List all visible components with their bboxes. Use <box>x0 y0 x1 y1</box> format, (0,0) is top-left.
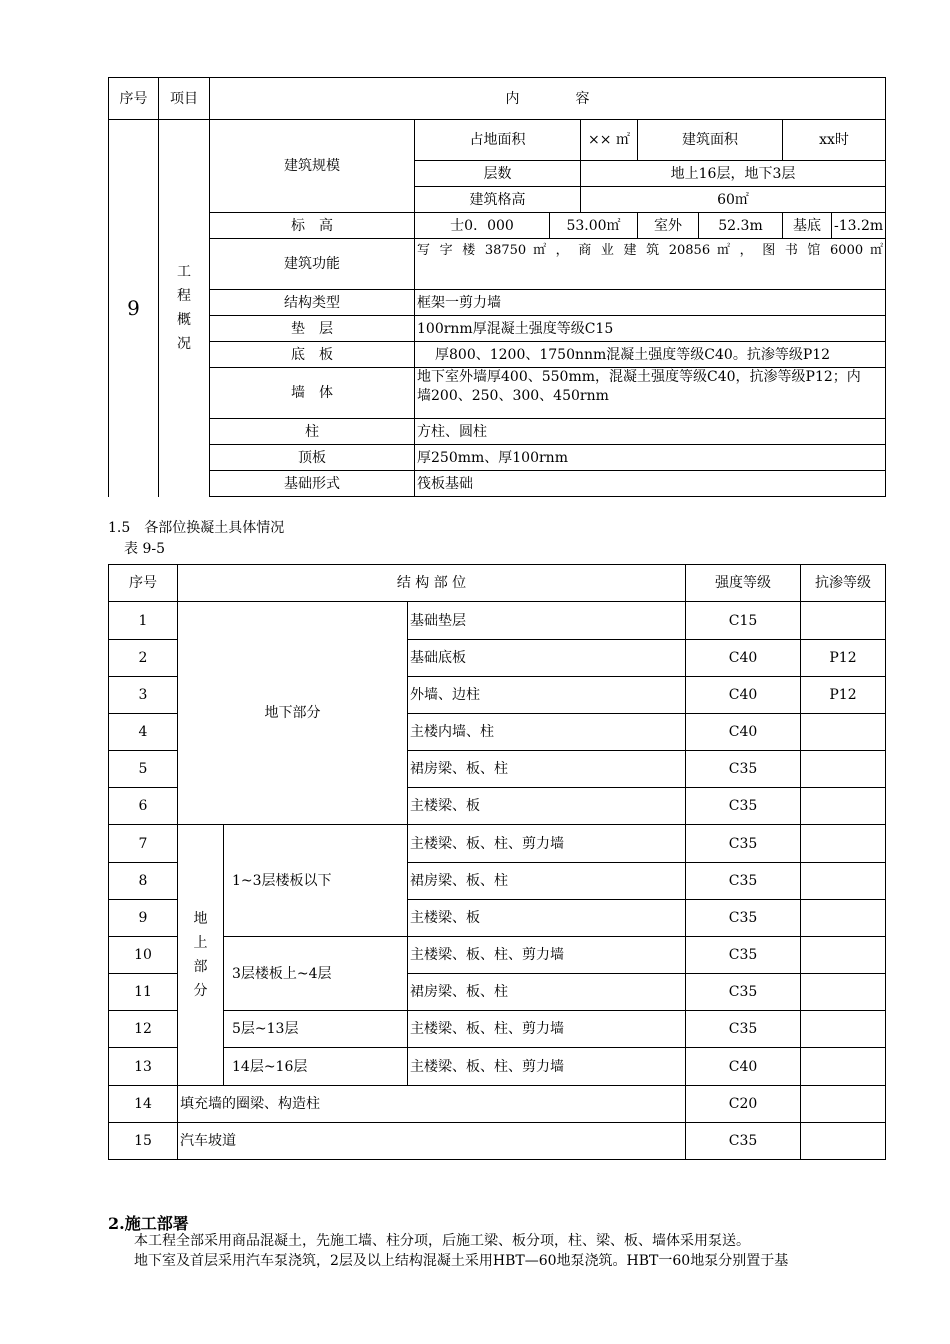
table-row-no: 15 <box>109 1123 178 1160</box>
table-row-no: 6 <box>109 788 178 825</box>
table-row-part: 填充墙的圈梁、构造柱 <box>178 1086 686 1123</box>
table-row-strength: C40 <box>686 714 801 751</box>
subgroup-4: 14层~16层 <box>224 1048 408 1086</box>
header-strength: 强度等级 <box>686 565 801 602</box>
wall-value: 地下室外墙厚400、550mm，混凝土强度等级C40，抗渗等级P12；内墙200、250、300、450rnm <box>415 368 886 419</box>
table-row-strength: C35 <box>686 937 801 974</box>
table-row-imp: P12 <box>801 677 886 714</box>
table-row-imp <box>801 825 886 863</box>
scale-label: 建筑规模 <box>210 120 415 213</box>
table-row-strength: C35 <box>686 974 801 1011</box>
elevation-label: 标 高 <box>210 213 415 239</box>
table-row-strength: C40 <box>686 677 801 714</box>
cushion-label: 垫 层 <box>210 316 415 342</box>
table-row-imp <box>801 1123 886 1160</box>
table-row-part: 主楼梁、板、柱、剪力墙 <box>408 825 686 863</box>
table-row-strength: C35 <box>686 788 801 825</box>
table-row-imp <box>801 788 886 825</box>
table-row-part: 主楼梁、板、柱、剪力墙 <box>408 1048 686 1086</box>
section-title: 1.5 各部位换凝土具体情况 <box>108 520 285 536</box>
elevation-zero: 士0．000 <box>415 213 550 239</box>
table-row-strength: C20 <box>686 1086 801 1123</box>
building-area-label: 建筑面积 <box>638 120 783 161</box>
subgroup-1: 1~3层楼板以下 <box>224 825 408 937</box>
outdoor-label: 室外 <box>638 213 699 239</box>
header-item: 项目 <box>159 78 210 120</box>
table-row-imp <box>801 1011 886 1048</box>
table-row-part: 裙房梁、板、柱 <box>408 974 686 1011</box>
group-aboveground: 地 上 部 分 <box>178 825 224 1086</box>
function-value: 写 字 楼 38750 ㎡ ， 商 业 建 筑 20856 ㎡ ， 图 书 馆 6000 ㎡ <box>415 239 886 290</box>
land-area-label: 占地面积 <box>415 120 581 161</box>
subgroup-3: 5层~13层 <box>224 1011 408 1048</box>
function-label: 建筑功能 <box>210 239 415 290</box>
paragraph-2: 地下室及首层采用汽车泵浇筑，2层及以上结构混凝土采用HBT—60地泵浇筑。HBT一60地泵分别置于基 <box>134 1253 789 1269</box>
header-content: 内 容 <box>210 78 886 120</box>
structure-value: 框架一剪力墙 <box>415 290 886 316</box>
table-row-no: 4 <box>109 714 178 751</box>
roof-label: 顶板 <box>210 445 415 471</box>
table-row-part: 主楼梁、板 <box>408 900 686 937</box>
table-row-part: 基础底板 <box>408 640 686 677</box>
table-row-imp: P12 <box>801 640 886 677</box>
elevation-value: 53.00㎡ <box>550 213 638 239</box>
table-row-strength: C40 <box>686 1048 801 1086</box>
project-overview-table <box>108 77 886 497</box>
table-row-part: 裙房梁、板、柱 <box>408 863 686 900</box>
table-row-part: 主楼梁、板 <box>408 788 686 825</box>
header-no: 序号 <box>109 565 178 602</box>
column-label: 柱 <box>210 419 415 445</box>
land-area-value: ×× ㎡ <box>581 120 638 161</box>
table-row-no: 2 <box>109 640 178 677</box>
table-row-imp <box>801 863 886 900</box>
table-row-no: 9 <box>109 900 178 937</box>
cushion-value: 100rnm厚混凝土强度等级C15 <box>415 316 886 342</box>
table-row-no: 13 <box>109 1048 178 1086</box>
group-underground: 地下部分 <box>178 602 408 825</box>
table-row-strength: C35 <box>686 900 801 937</box>
table-row-part: 外墙、边柱 <box>408 677 686 714</box>
floors-label: 层数 <box>415 161 581 187</box>
height-value: 60㎡ <box>581 187 886 213</box>
floors-value: 地上16层，地下3层 <box>581 161 886 187</box>
section-heading: 2.施工部署 <box>108 1214 189 1233</box>
table-row-part: 裙房梁、板、柱 <box>408 751 686 788</box>
table-row-strength: C40 <box>686 640 801 677</box>
concrete-grade-table <box>108 564 886 1160</box>
table-row-no: 5 <box>109 751 178 788</box>
table-row-strength: C35 <box>686 751 801 788</box>
item-label: 工 程 概 况 <box>159 120 210 497</box>
table-row-imp <box>801 714 886 751</box>
header-no: 序号 <box>109 78 159 120</box>
table-row-no: 11 <box>109 974 178 1011</box>
structure-label: 结构类型 <box>210 290 415 316</box>
table-row-no: 7 <box>109 825 178 863</box>
table-row-no: 10 <box>109 937 178 974</box>
bottom-value: 厚800、1200、1750nnm混凝土强度等级C40。抗渗等级P12 <box>415 342 886 368</box>
bottom-label: 底 板 <box>210 342 415 368</box>
table-row-part: 主楼梁、板、柱、剪力墙 <box>408 1011 686 1048</box>
table-row-strength: C35 <box>686 825 801 863</box>
table-row-imp <box>801 974 886 1011</box>
table-row-no: 8 <box>109 863 178 900</box>
height-label: 建筑格高 <box>415 187 581 213</box>
table-caption: 表 9-5 <box>124 541 165 557</box>
table-row-imp <box>801 1086 886 1123</box>
foundation-value: 筏板基础 <box>415 471 886 497</box>
paragraph-1: 本工程全部采用商品混凝土，先施工墙、柱分项，后施工梁、板分项，柱、梁、板、墙体采用泵送。 <box>134 1233 750 1249</box>
wall-label: 墙 体 <box>210 368 415 419</box>
table-row-strength: C35 <box>686 1123 801 1160</box>
table-row-part: 主楼内墙、柱 <box>408 714 686 751</box>
subgroup-2: 3层楼板上~4层 <box>224 937 408 1011</box>
table-row-no: 14 <box>109 1086 178 1123</box>
table-row-imp <box>801 937 886 974</box>
foundation-label: 基础形式 <box>210 471 415 497</box>
header-part: 结 构 部 位 <box>178 565 686 602</box>
table-row-imp <box>801 900 886 937</box>
outdoor-value: 52.3m <box>699 213 783 239</box>
table-row-no: 1 <box>109 602 178 640</box>
table-row-strength: C35 <box>686 863 801 900</box>
table-row-part: 汽车坡道 <box>178 1123 686 1160</box>
building-area-value: xx时 <box>783 120 886 161</box>
row-number: 9 <box>109 120 159 497</box>
table-row-imp <box>801 751 886 788</box>
header-impermeability: 抗渗等级 <box>801 565 886 602</box>
column-value: 方柱、圆柱 <box>415 419 886 445</box>
table-row-imp <box>801 1048 886 1086</box>
table-row-part: 基础垫层 <box>408 602 686 640</box>
table-row-no: 12 <box>109 1011 178 1048</box>
table-row-strength: C35 <box>686 1011 801 1048</box>
table-row-imp <box>801 602 886 640</box>
roof-value: 厚250mm、厚100rnm <box>415 445 886 471</box>
table-row-strength: C15 <box>686 602 801 640</box>
base-value: -13.2m <box>832 213 886 239</box>
table-row-no: 3 <box>109 677 178 714</box>
base-label: 基底 <box>783 213 832 239</box>
table-row-part: 主楼梁、板、柱、剪力墙 <box>408 937 686 974</box>
